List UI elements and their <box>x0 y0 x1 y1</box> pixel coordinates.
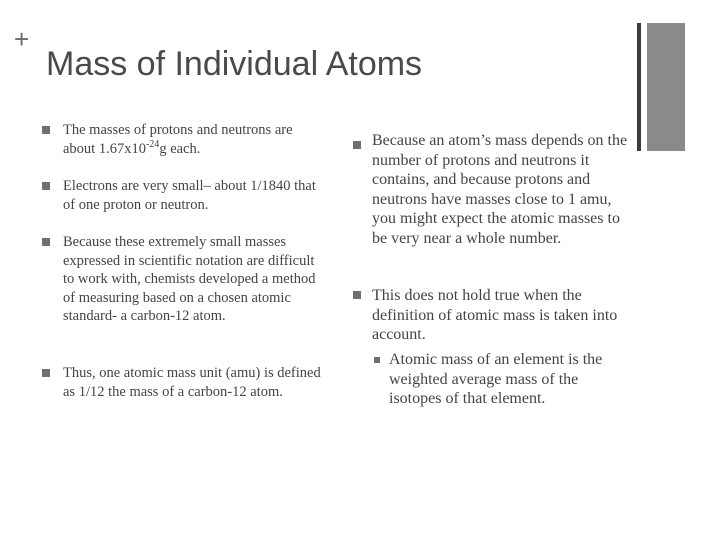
sub-bullet-icon <box>374 357 380 363</box>
bullet-icon <box>42 238 50 246</box>
bullet-icon <box>42 182 50 190</box>
bullet-icon <box>42 369 50 377</box>
accent-bar-thick <box>647 23 685 151</box>
right-bullet-2: This does not hold true when the definition of atomic mass is taken into account. <box>372 287 618 343</box>
bullet-icon <box>353 141 361 149</box>
plus-icon: + <box>14 24 30 54</box>
bullet-icon <box>42 126 50 134</box>
left-bullet-1 <box>63 121 323 158</box>
left-bullet-4: Thus, one atomic mass unit (amu) is defined as 1/12 the mass of a carbon-12 atom. <box>63 365 321 400</box>
left-bullet-1-sup: -24 <box>145 138 160 150</box>
left-bullet-1-post: g each. <box>159 140 201 157</box>
left-bullet-1-pre: The masses of protons and neutrons are about 1.67x10 <box>63 122 293 157</box>
accent-bar-thin <box>637 23 641 151</box>
left-bullet-3: Because these extremely small masses expressed in scientific notation are difficult to work with, chemists developed a method of measuring based on a chosen atomic standard- a carbon-12 atom. <box>63 234 316 324</box>
left-bullet-2: Electrons are very small– about 1/1840 that of one proton or neutron. <box>63 178 316 213</box>
right-bullet-1: Because an atom’s mass depends on the number of protons and neutrons it contains, and because protons and neutrons have masses close to 1 amu, you might expect the atomic masses to be very near a whole number. <box>372 132 628 247</box>
bullet-icon <box>353 291 361 299</box>
slide-title: Mass of Individual Atoms <box>46 45 423 83</box>
right-sub-bullet: Atomic mass of an element is the weighted average mass of the isotopes of that element. <box>389 351 603 407</box>
